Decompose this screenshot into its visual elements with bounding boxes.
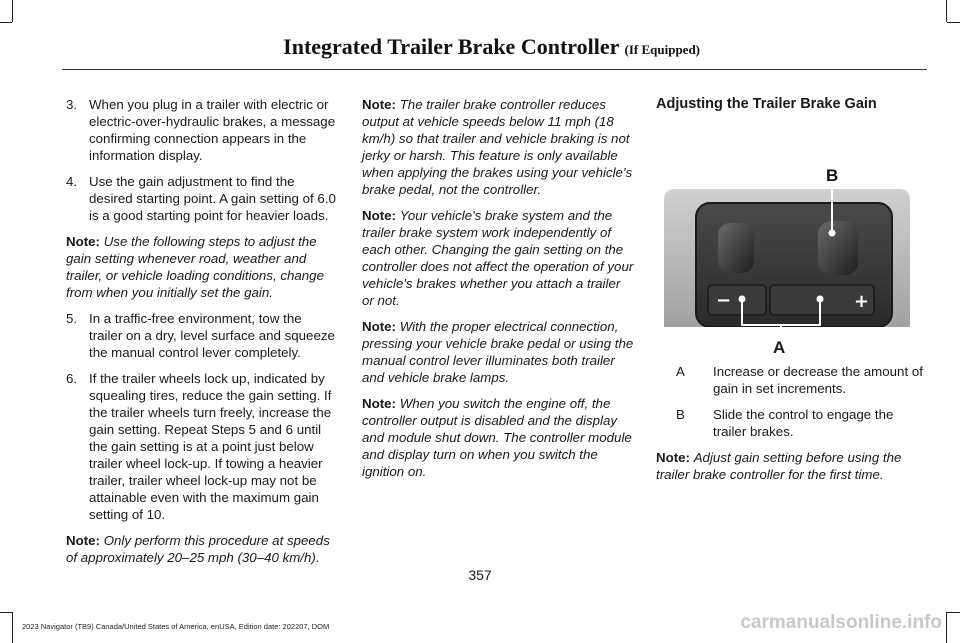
step-number: 6. bbox=[66, 371, 78, 386]
note-brake-lamps bbox=[362, 318, 634, 386]
step-number: 3. bbox=[66, 97, 78, 112]
note-label: Note: bbox=[66, 533, 100, 548]
crop-mark bbox=[12, 0, 13, 22]
note-independent-systems bbox=[362, 207, 634, 309]
legend-text: Slide the control to engage the trailer brakes. bbox=[713, 407, 894, 439]
plus-icon: + bbox=[854, 291, 870, 312]
legend-row-a bbox=[656, 363, 928, 397]
note-label: Note: bbox=[362, 97, 396, 112]
section-title: Adjusting the Trailer Brake Gain bbox=[656, 96, 877, 112]
note-adjust-gain bbox=[656, 449, 928, 483]
page-header-title bbox=[283, 34, 700, 60]
crop-mark bbox=[0, 22, 12, 23]
step-text: In a traffic-free environment, tow the trailer on a dry, level surface and squeeze the manual control lever completely. bbox=[89, 311, 335, 360]
page-number: 357 bbox=[468, 567, 492, 583]
note-label: Note: bbox=[656, 450, 690, 465]
footer-edition-info: 2023 Navigator (TB9) Canada/United States of America, enUSA, Edition date: 202207, DOM bbox=[22, 622, 330, 631]
crop-mark bbox=[12, 612, 13, 643]
crop-mark bbox=[947, 22, 960, 23]
trailer-brake-controller-figure bbox=[658, 127, 910, 357]
note-engine-off bbox=[362, 395, 634, 480]
note-output-reduction bbox=[362, 96, 634, 198]
header-subtitle: (If Equipped) bbox=[624, 42, 700, 57]
crop-mark bbox=[947, 612, 960, 613]
note-label: Note: bbox=[362, 208, 396, 223]
header-title-text: Integrated Trailer Brake Controller bbox=[283, 34, 619, 59]
callout-b-marker bbox=[829, 230, 836, 237]
legend-key: A bbox=[676, 364, 685, 379]
step-6 bbox=[66, 370, 338, 523]
step-number: 4. bbox=[66, 174, 78, 189]
note-body: Only perform this procedure at speeds of approximately 20–25 mph (30–40 km/h). bbox=[66, 533, 330, 565]
manual-control-lever bbox=[818, 221, 858, 275]
callout-b-label: B bbox=[826, 166, 839, 185]
step-number: 5. bbox=[66, 311, 78, 326]
step-text: When you plug in a trailer with electric or electric-over-hydraulic brakes, a message confirming connection appears in the information display. bbox=[89, 97, 336, 163]
column-middle bbox=[362, 96, 634, 489]
minus-icon: − bbox=[716, 290, 732, 311]
step-text: If the trailer wheels lock up, indicated by squealing tires, reduce the gain setting. If the trailer wheels turn freely, increase the gain setting. Repeat Steps 5 and 6 until the gain setting is at a point just below trailer wheel lock-up. If towing a heavier trailer, trailer wheel lock-up may not be attainable even with the maximum gain setting of 10. bbox=[89, 371, 332, 522]
controller-illustration bbox=[658, 127, 910, 327]
note-gain-steps bbox=[66, 233, 338, 301]
column-right bbox=[656, 96, 928, 492]
crop-mark bbox=[946, 612, 947, 643]
note-body: Your vehicle's brake system and the trailer brake system work independently of each other. Changing the gain setting on the controller does not affect the operation of your vehicle's brakes whether you attach a trailer or not. bbox=[362, 208, 634, 308]
step-5 bbox=[66, 310, 338, 361]
crop-mark bbox=[946, 0, 947, 22]
left-control-knob bbox=[718, 223, 754, 273]
legend-key: B bbox=[676, 407, 685, 422]
note-label: Note: bbox=[66, 234, 100, 249]
note-body: Use the following steps to adjust the gain setting whenever road, weather and trailer, or vehicle loading conditions, change from when you initially set the gain. bbox=[66, 234, 324, 300]
note-body: With the proper electrical connection, pressing your vehicle brake pedal or using the manual control lever illuminates both trailer and vehicle brake lamps. bbox=[362, 319, 634, 385]
figure-legend bbox=[656, 363, 928, 440]
note-body: Adjust gain setting before using the trailer brake controller for the first time. bbox=[656, 450, 902, 482]
crop-mark bbox=[0, 612, 12, 613]
header-divider bbox=[62, 69, 927, 70]
note-body: The trailer brake controller reduces output at vehicle speeds below 11 mph (18 km/h) so that trailer and vehicle braking is not jerky or harsh. This feature is only available when applying the brakes using your vehicle's brake pedal, not the controller. bbox=[362, 97, 633, 197]
column-left bbox=[66, 96, 338, 575]
step-4 bbox=[66, 173, 338, 224]
callout-a-label: A bbox=[773, 338, 786, 357]
note-label: Note: bbox=[362, 319, 396, 334]
note-label: Note: bbox=[362, 396, 396, 411]
watermark: carmanualsonline.info bbox=[740, 612, 942, 633]
step-text: Use the gain adjustment to find the desired starting point. A gain setting of 6.0 is a good starting point for heavier loads. bbox=[89, 174, 336, 223]
note-speed bbox=[66, 532, 338, 566]
note-body: When you switch the engine off, the controller output is disabled and the display and module shut down. The controller module and display turn on when you switch the ignition on. bbox=[362, 396, 632, 479]
step-3 bbox=[66, 96, 338, 164]
legend-text: Increase or decrease the amount of gain in set increments. bbox=[713, 364, 923, 396]
legend-row-b bbox=[656, 406, 928, 440]
